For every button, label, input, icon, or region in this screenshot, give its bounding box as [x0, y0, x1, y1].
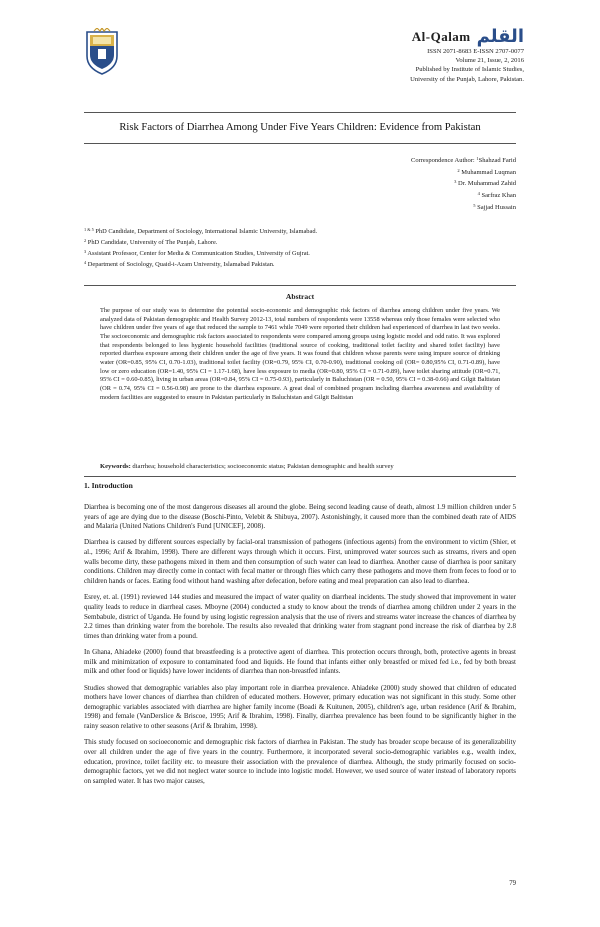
keywords-rule: [84, 476, 516, 477]
paragraph: Studies showed that demographic variables also play important role in diarrhea prevalence. Ahiadeke (2000) study showed that children of educated mothers have lower chances of diarrhea than children of educated mothers. However, primary education was not significant in this study. Some other demographic variables associated with diarrhea are higher family income (Boadi & Kuitunen, 2005), children's age, urban residence (Arif & Ibrahim, 1998) and female (VanDerslice & Briscoe, 1995; Arif & Ibrahim, 1998). Finally, diarrhea prevalence has been found to be significantly higher in the rainy season relative to other seasons (Arif & Ibrahim, 1998).: [84, 683, 516, 731]
journal-arabic-logo: القلم: [476, 26, 524, 47]
paragraph: Diarrhea is becoming one of the most dangerous diseases all around the globe. Being second leading cause of death, almost 1.9 million children under 5 years of age are dying due to the disease (Boschi-Pinto, Velebit & Shibuya, 2007). Astonishingly, it caused more than the combined death rate of AIDS and Malaria (United Nations Children's Fund [UNICEF], 2008).: [84, 503, 516, 531]
publisher-line-2: University of the Punjab, Lahore, Pakistan.: [410, 75, 524, 83]
publisher-line-1: Published by Institute of Islamic Studies,: [415, 66, 524, 74]
affiliation-list: [84, 225, 516, 269]
header-rule-top: [84, 112, 516, 113]
author-line: $^4$ Sarfraz Khan: [477, 191, 516, 200]
keywords-label: Keywords:: [100, 463, 131, 470]
keywords-text: diarrhea; household characteristics; socioeconomic status; Pakistan demographic and health survey: [130, 463, 394, 470]
paragraph: This study focused on socioeconomic and demographic risk factors of diarrhea in Pakistan. The study has broader scope because of its generalizability over all children under the age of five years in the country. Furthermore, it incorporated several socio-demographic variables e.g., wealth index, education, province, toilet facility etc. to measure their association with the prevalence of diarrhea. Although, the study primarily focused on socio-demographic factors, yet we did not neglect water source to include into logistic model. However, we used source of water instead of laboratory reports on sampled water. It has two major causes,: [84, 738, 516, 785]
abstract-heading: Abstract: [285, 292, 315, 301]
section-heading: 1. Introduction: [84, 481, 133, 490]
issn: ISSN 2071-8683 E-ISSN 2707-0077: [427, 48, 524, 55]
keywords: [100, 463, 500, 470]
volume-issue: Volume 21, Issue, 2, 2016: [455, 57, 524, 65]
abstract-rule: [84, 285, 516, 286]
affiliation-line: $^{1 \& 5}$ PhD Candidate, Department of Sociology, International Islamic University, Islamabad.: [84, 227, 318, 235]
journal-name: Al-Qalam: [411, 28, 471, 44]
paragraph: Diarrhea is caused by different sources especially by facial-oral transmission of pathogens (infectious agents) from the environment to victim (Shier, et al., 1996; Arif & Ibrahim, 1998). There are different ways through which it occurs. First, unimproved water sources such as streams, rivers and open walls become dirty, these pathogens mixed in them and then consumption of such water can lead to diarrhea. Another cause of diarrhea is poor sanitary conditions. Children may directly come in contact with fecal matter or through flies which carry these pathogens and move them from feces to food or to children hands or faces. Eating food without hand washing after defecation, before eating and meal preparation can also lead to diarrhea.: [84, 538, 516, 586]
paper-title: Risk Factors of Diarrhea Among Under Five Years Children: Evidence from Pakistan: [119, 122, 481, 133]
affiliation-line: $^4$ Department of Sociology, Quaid-i-Azam University, Islamabad Pakistan.: [84, 260, 275, 269]
author-line: $^2$ Muhammad Luqman: [457, 167, 516, 176]
affiliation-line: $^2$ PhD Candidate, University of The Punjab, Lahore.: [84, 238, 218, 247]
affiliation-line: $^3$ Assistant Professor, Center for Media & Communication Studies, University of Gujrat.: [84, 249, 310, 258]
page-number: 79: [509, 880, 516, 887]
journal-info: [410, 26, 524, 84]
body-text: [84, 503, 516, 793]
abstract-text: The purpose of our study was to determine the potential socio-economic and demographic risk factors of diarrhea among children under five years. We analyzed data of Pakistan demographic and Health Survey 2012-13, total numbers of respondents were 13558 whereas only those females were selected who have children under five years of age that reduced the sample to 7461 while 7049 were reported their children had experienced of diarrhea in last two weeks. The socioeconomic and demographic risk factors associated to respondents were compared among groups using logistic model and odd ratio. It was explored that respondents belonged to less hygienic household facilities (traditional source of cooking, traditional toilet facility and shared toilet facility) have reported diarrhea exposure among their children under the age of five years. It was found that children whose parents were using impure source of drinking water (OR=0.85, 95% CI, 0.70-1.03), traditional toilet facility (OR=0.79, 95% CI, 0.70-0.90), traditional cooking oil (OR= 0.80,95% CI, 0.71-0.89), have low or zero education (OR=1.40, 95% CI = 1.17-1.68), have less exposure to media (OR=0.80, 95% CI = 0.71-0.89), have toilet sharing attitude (OR=0.71, 95% CI = 0.60-0.85), living in urban areas (OR=0.84, 95% CI = 0.75-0.93), particularly in Baluchistan (OR = 0.50, 95% CI = 0.38-0.66) and Gilgit Baltistan (OR = 0.74, 95% CI = 0.56-0.98) are prone to the diarrhea exposure. A great deal of combined program including diarrhea awareness and availability of modern facilities are suggested to ensure in Pakistan particularly in Baluchistan and Gilgit Baltistan: [100, 307, 500, 401]
header-rule-bottom: [84, 143, 516, 144]
author-list: [411, 154, 516, 213]
author-line: Correspondence Author: $^1$Shahzad Farid: [411, 156, 516, 164]
paragraph: Esrey, et. al. (1991) reviewed 144 studies and measured the impact of water quality on diarrheal incidents. The study showed that improvement in water quality leads to reduce in diarrheal cases. Mboyne (2004) conducted a study to know about the trends of diarrhea among children under 2 years in the Sembabule, district of Uganda. He found by using logistic regression analysis that the use of rivers and streams water increase the chances of diarrhea by 2.2 times than drinking water from the borehole. The results also revealed that drinking water from stagnant pond increase the risk of diarrhea by 2.8 times than drinking water from a pound.: [84, 593, 516, 640]
university-crest-icon: [84, 28, 120, 76]
paragraph: In Ghana, Ahiadeke (2000) found that breastfeeding is a protective agent of diarrhea. This protection occurs through, both, protective agents in breast milk and minimization of exposure to contaminated food and liquids. He found that infants either only breastfed or mixed fed i.e., fed by both breast milk and other food or liquids) have lower incidents of diarrhea than non-breastfed infants.: [84, 648, 516, 676]
author-line: $^5$ Sajjad Hussain: [473, 202, 516, 211]
author-line: $^3$ Dr. Muhammad Zahid: [454, 179, 516, 188]
